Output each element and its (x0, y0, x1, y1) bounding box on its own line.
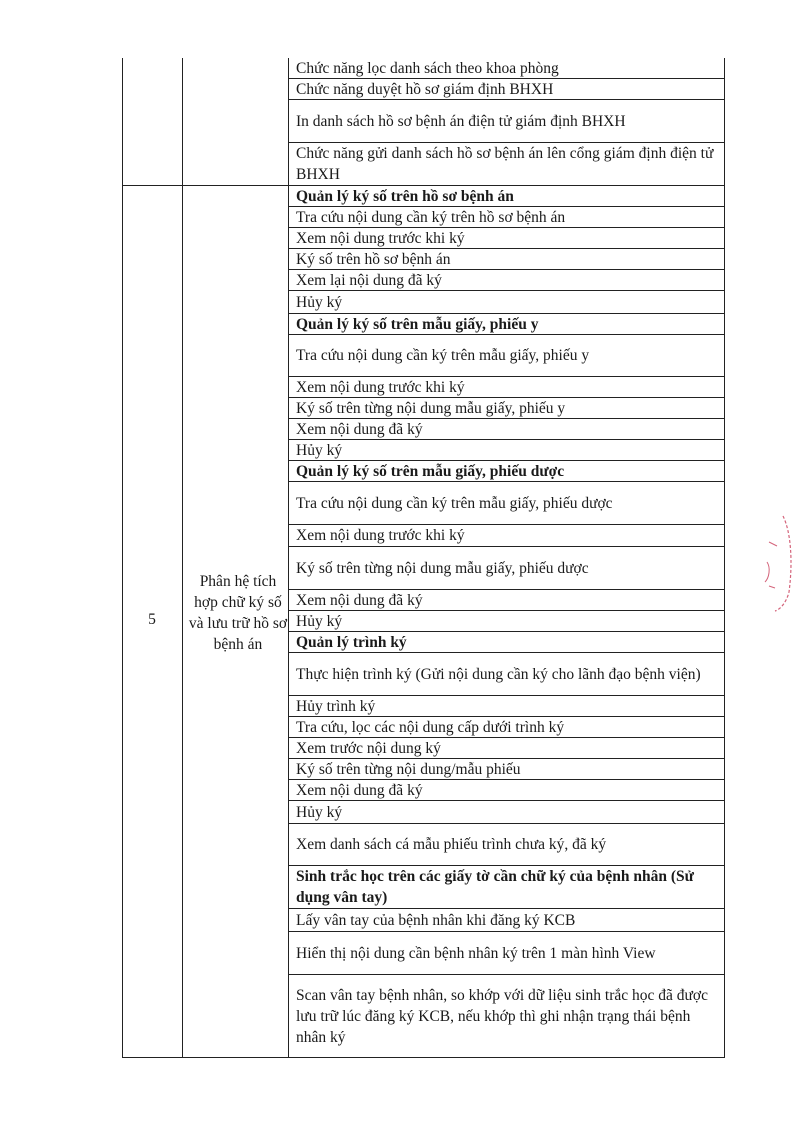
subsystem-name: Phân hệ tích hợp chữ ký số và lưu trữ hồ sơ bệnh án (188, 573, 288, 653)
function-cell: Hủy ký (296, 293, 343, 311)
function-cell: Hủy ký (296, 612, 343, 630)
function-cell: Tra cứu nội dung cần ký trên hồ sơ bệnh án (296, 208, 566, 226)
function-cell: Ký số trên hồ sơ bệnh án (296, 250, 451, 268)
function-cell: Hủy ký (296, 803, 343, 821)
function-cell: Xem danh sách cá mẫu phiếu trình chưa ký, đã ký (296, 836, 607, 853)
stamp-mark (755, 512, 795, 612)
function-group-heading: Quản lý trình ký (296, 633, 407, 651)
function-cell: Hủy ký (296, 441, 343, 459)
function-cell: Ký số trên từng nội dung mẫu giấy, phiếu y (296, 399, 566, 417)
function-cell: Chức năng gửi danh sách hồ sơ bệnh án lên cổng giám định điện tử BHXH (296, 145, 714, 183)
function-cell: Xem trước nội dung ký (296, 739, 441, 757)
function-cell: Xem nội dung trước khi ký (296, 229, 465, 247)
function-cell: Xem nội dung trước khi ký (296, 527, 465, 544)
function-group-heading: Quản lý ký số trên hồ sơ bệnh án (296, 187, 514, 205)
function-cell: Xem lại nội dung đã ký (296, 271, 442, 289)
function-cell: Xem nội dung đã ký (296, 591, 423, 609)
function-group-heading: Sinh trắc học trên các giấy tờ cần chữ ký của bệnh nhân (Sử dụng vân tay) (296, 868, 694, 906)
function-cell: Ký số trên từng nội dung mẫu giấy, phiếu dược (296, 559, 589, 577)
function-cell: Tra cứu nội dung cần ký trên mẫu giấy, phiếu dược (296, 494, 613, 512)
function-cell: Xem nội dung đã ký (296, 420, 423, 438)
table-left-border (122, 58, 123, 1058)
function-group-heading: Quản lý ký số trên mẫu giấy, phiếu y (296, 315, 539, 333)
column-divider-stt (182, 58, 183, 1058)
function-cell: Hiển thị nội dung cần bệnh nhân ký trên 1 màn hình View (296, 944, 656, 962)
function-cell: Lấy vân tay của bệnh nhân khi đăng ký KCB (296, 911, 576, 929)
row-number: 5 (148, 611, 156, 628)
function-cell: Tra cứu nội dung cần ký trên mẫu giấy, phiếu y (296, 347, 590, 364)
function-cell: Thực hiện trình ký (Gửi nội dung cần ký cho lãnh đạo bệnh viện) (296, 665, 701, 683)
function-cell: In danh sách hồ sơ bệnh án điện tử giám định BHXH (296, 112, 626, 130)
function-cell: Hủy trình ký (296, 697, 376, 715)
function-cell: Xem nội dung trước khi ký (296, 378, 465, 396)
function-cell: Scan vân tay bệnh nhân, so khớp với dữ liệu sinh trắc học đã được lưu trữ lúc đăng ký KCB, nếu khớp thì ghi nhận trạng thái bệnh nhân ký (296, 986, 709, 1046)
table-bottom-border (122, 1057, 725, 1058)
function-group-heading: Quản lý ký số trên mẫu giấy, phiếu dược (296, 462, 565, 480)
function-cell: Ký số trên từng nội dung/mẫu phiếu (296, 760, 521, 778)
function-cell: Xem nội dung đã ký (296, 781, 423, 799)
function-cell: Chức năng duyệt hồ sơ giám định BHXH (296, 80, 554, 98)
function-cell: Tra cứu, lọc các nội dung cấp dưới trình ký (296, 718, 565, 736)
function-cell: Chức năng lọc danh sách theo khoa phòng (296, 59, 559, 77)
